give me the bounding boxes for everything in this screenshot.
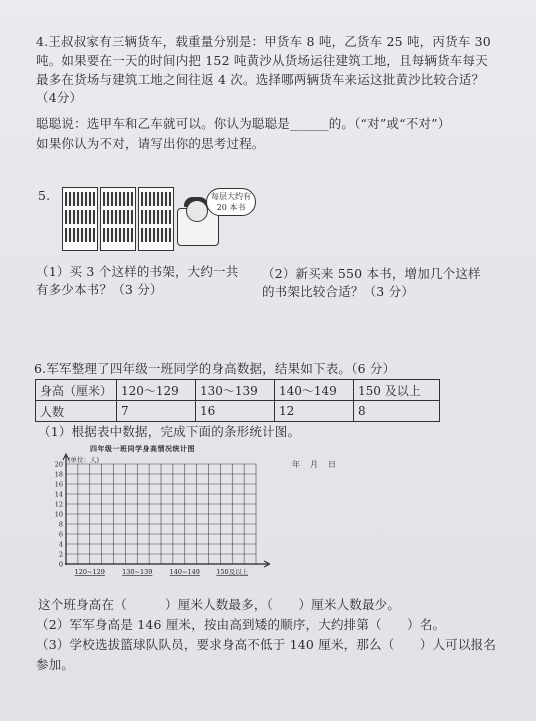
q6-question1: 这个班身高在（ ）厘米人数最多，（ ）厘米人数最少。 bbox=[38, 597, 401, 612]
q6-question3-line2: 参加。 bbox=[36, 657, 75, 672]
y-tick-label: 2 bbox=[58, 550, 63, 559]
chart-title: 四年级一班同学身高情况统计图 bbox=[90, 444, 195, 453]
y-tick-label: 12 bbox=[54, 500, 63, 509]
y-tick-label: 20 bbox=[54, 460, 63, 469]
y-tick-label: 10 bbox=[54, 510, 63, 519]
y-unit-label: (单位：人) bbox=[68, 456, 100, 464]
table-cell: 身高（厘米） bbox=[36, 380, 117, 401]
q6-question2: （2）军军身高是 146 厘米，按由高到矮的顺序，大约排第（ ）名。 bbox=[36, 617, 446, 632]
y-tick-label: 6 bbox=[58, 530, 63, 539]
x-tick-label: 120~129 bbox=[74, 568, 105, 576]
q4-line3: 最多在货场与建筑工地之间往返 4 次。选择哪两辆货车来运这批黄沙比较合适？ bbox=[36, 72, 485, 87]
speech-bubble-line1: 每层大约有 bbox=[211, 192, 251, 201]
q6-intro: 6.军军整理了四年级一班同学的身高数据，结果如下表。（6 分） bbox=[34, 361, 396, 376]
y-tick-label: 14 bbox=[54, 490, 63, 499]
table-cell: 16 bbox=[196, 401, 275, 422]
x-tick-label: 150及以上 bbox=[216, 568, 249, 576]
table-cell: 150 及以上 bbox=[354, 380, 440, 401]
height-table bbox=[35, 379, 440, 422]
table-cell: 7 bbox=[117, 401, 196, 422]
table-cell: 140～149 bbox=[275, 380, 354, 401]
bar-chart bbox=[40, 440, 270, 580]
y-tick-label: 18 bbox=[54, 470, 63, 479]
q4-congcong-statement: 聪聪说：选甲车和乙车就可以。你认为聪聪是______的。（“对”或“不对”） bbox=[36, 116, 451, 131]
speech-bubble-line2: 20 本书 bbox=[216, 203, 246, 212]
speech-bubble bbox=[206, 188, 256, 216]
table-row bbox=[36, 401, 440, 422]
table-cell: 120～129 bbox=[117, 380, 196, 401]
table-row bbox=[36, 380, 440, 401]
q4-score: （4分） bbox=[36, 90, 83, 105]
q4-line2: 吨。如果要在一天的时间内把 152 吨黄沙从货场运往建筑工地，且每辆货车每天 bbox=[36, 53, 488, 68]
q6-instruction: （1）根据表中数据，完成下面的条形统计图。 bbox=[38, 424, 301, 439]
librarian-figure bbox=[186, 200, 208, 222]
q5-number: 5. bbox=[38, 188, 51, 203]
table-cell: 12 bbox=[275, 401, 354, 422]
x-tick-label: 130~139 bbox=[122, 568, 153, 576]
chart-date: 年 月 日 bbox=[292, 460, 337, 469]
q5-sub1-line1: （1）买 3 个这样的书架，大约一共 bbox=[36, 264, 239, 279]
q5-sub2-line1: （2）新买来 550 本书，增加几个这样 bbox=[262, 266, 481, 281]
bookshelves-illustration bbox=[62, 187, 174, 251]
q6-question3-line1: （3）学校选拔篮球队队员，要求身高不低于 140 厘米，那么（ ）人可以报名 bbox=[36, 637, 497, 652]
table-cell: 130～139 bbox=[196, 380, 275, 401]
q5-sub1-line2: 有多少本书？（3 分） bbox=[36, 282, 163, 297]
y-tick-label: 0 bbox=[58, 560, 63, 569]
table-cell: 人数 bbox=[36, 401, 117, 422]
y-tick-label: 8 bbox=[58, 520, 63, 529]
q4-congcong-instruction: 如果你认为不对，请写出你的思考过程。 bbox=[36, 136, 265, 151]
y-tick-label: 4 bbox=[58, 540, 63, 549]
y-tick-label: 16 bbox=[54, 480, 63, 489]
q4-line1: 4.王叔叔家有三辆货车，载重量分别是：甲货车 8 吨，乙货车 25 吨，丙货车 30 bbox=[36, 34, 491, 49]
q5-sub2-line2: 的书架比较合适？（3 分） bbox=[262, 284, 415, 299]
x-tick-label: 140~149 bbox=[169, 568, 200, 576]
table-cell: 8 bbox=[354, 401, 440, 422]
